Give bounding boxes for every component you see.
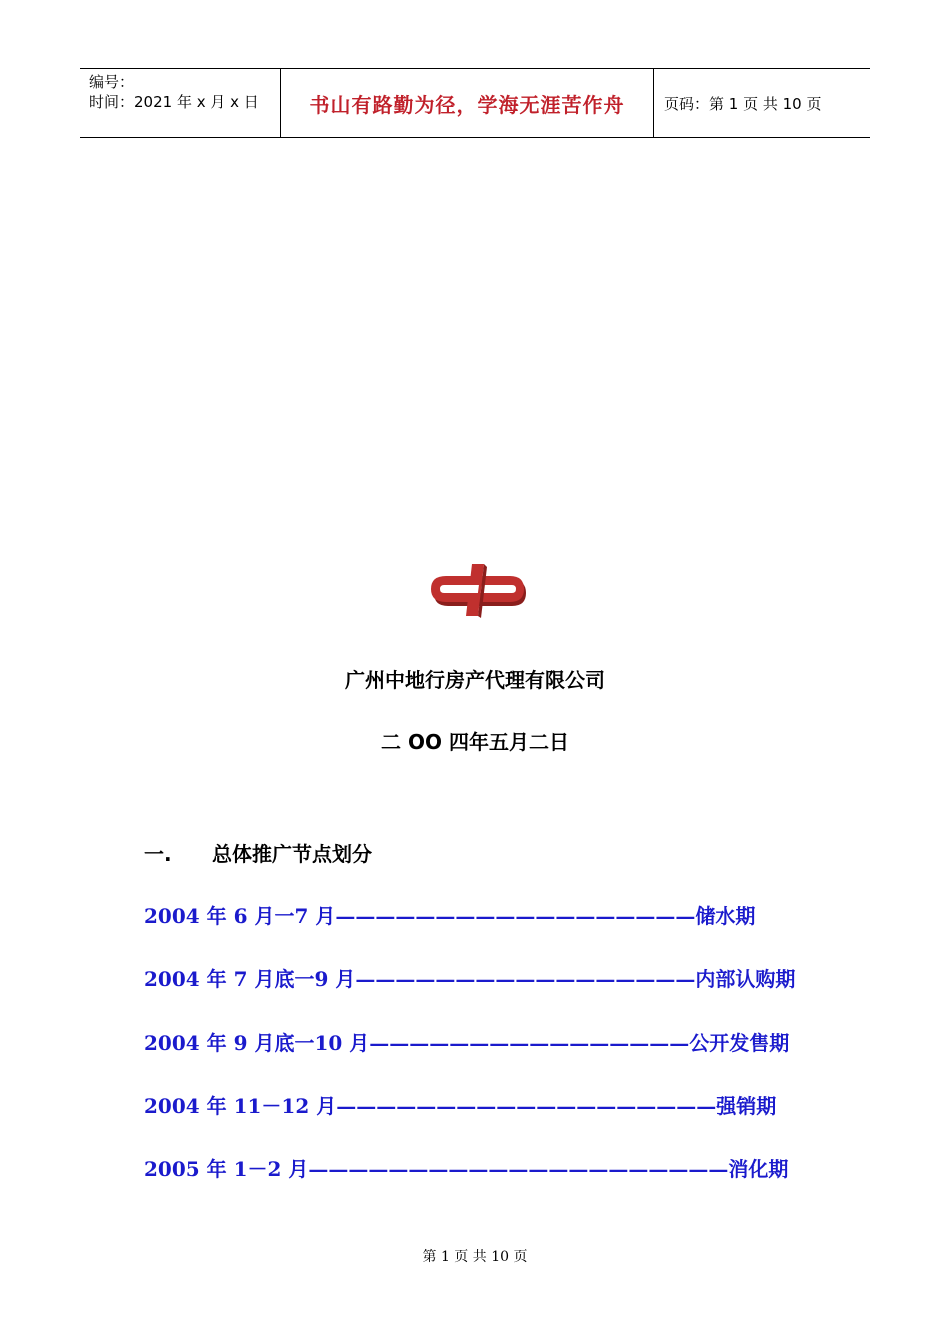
section-heading bbox=[144, 838, 372, 867]
page-header bbox=[80, 68, 870, 138]
header-meta bbox=[80, 69, 281, 137]
header-motto: 书山有路勤为径，学海无涯苦作舟 bbox=[281, 69, 654, 137]
period-public-sale: 2004 年 9 月底一10 月————————————————公开发售期 bbox=[144, 1031, 790, 1055]
period-internal-subscription: 2004 年 7 月底一9 月—————————————————内部认购期 bbox=[144, 967, 796, 991]
period-strong-sales: 2004 年 11－12 月———————————————————强销期 bbox=[144, 1094, 777, 1118]
section-number: 一. bbox=[144, 842, 172, 866]
document-date: 二 OO 四年五月二日 bbox=[381, 730, 569, 754]
time-label: 时间：2021 年 x 月 x 日 bbox=[89, 93, 259, 111]
number-label: 编号： bbox=[89, 73, 135, 91]
company-logo-icon bbox=[428, 560, 528, 620]
period-digestion: 2005 年 1－2 月—————————————————————消化期 bbox=[144, 1157, 789, 1181]
header-page-info: 页码：第 1 页 共 10 页 bbox=[664, 94, 822, 113]
period-storage: 2004 年 6 月一7 月——————————————————储水期 bbox=[144, 904, 756, 928]
page-footer: 第 1 页 共 10 页 bbox=[422, 1249, 528, 1265]
company-name: 广州中地行房产代理有限公司 bbox=[345, 668, 605, 692]
section-title: 总体推广节点划分 bbox=[212, 842, 372, 866]
